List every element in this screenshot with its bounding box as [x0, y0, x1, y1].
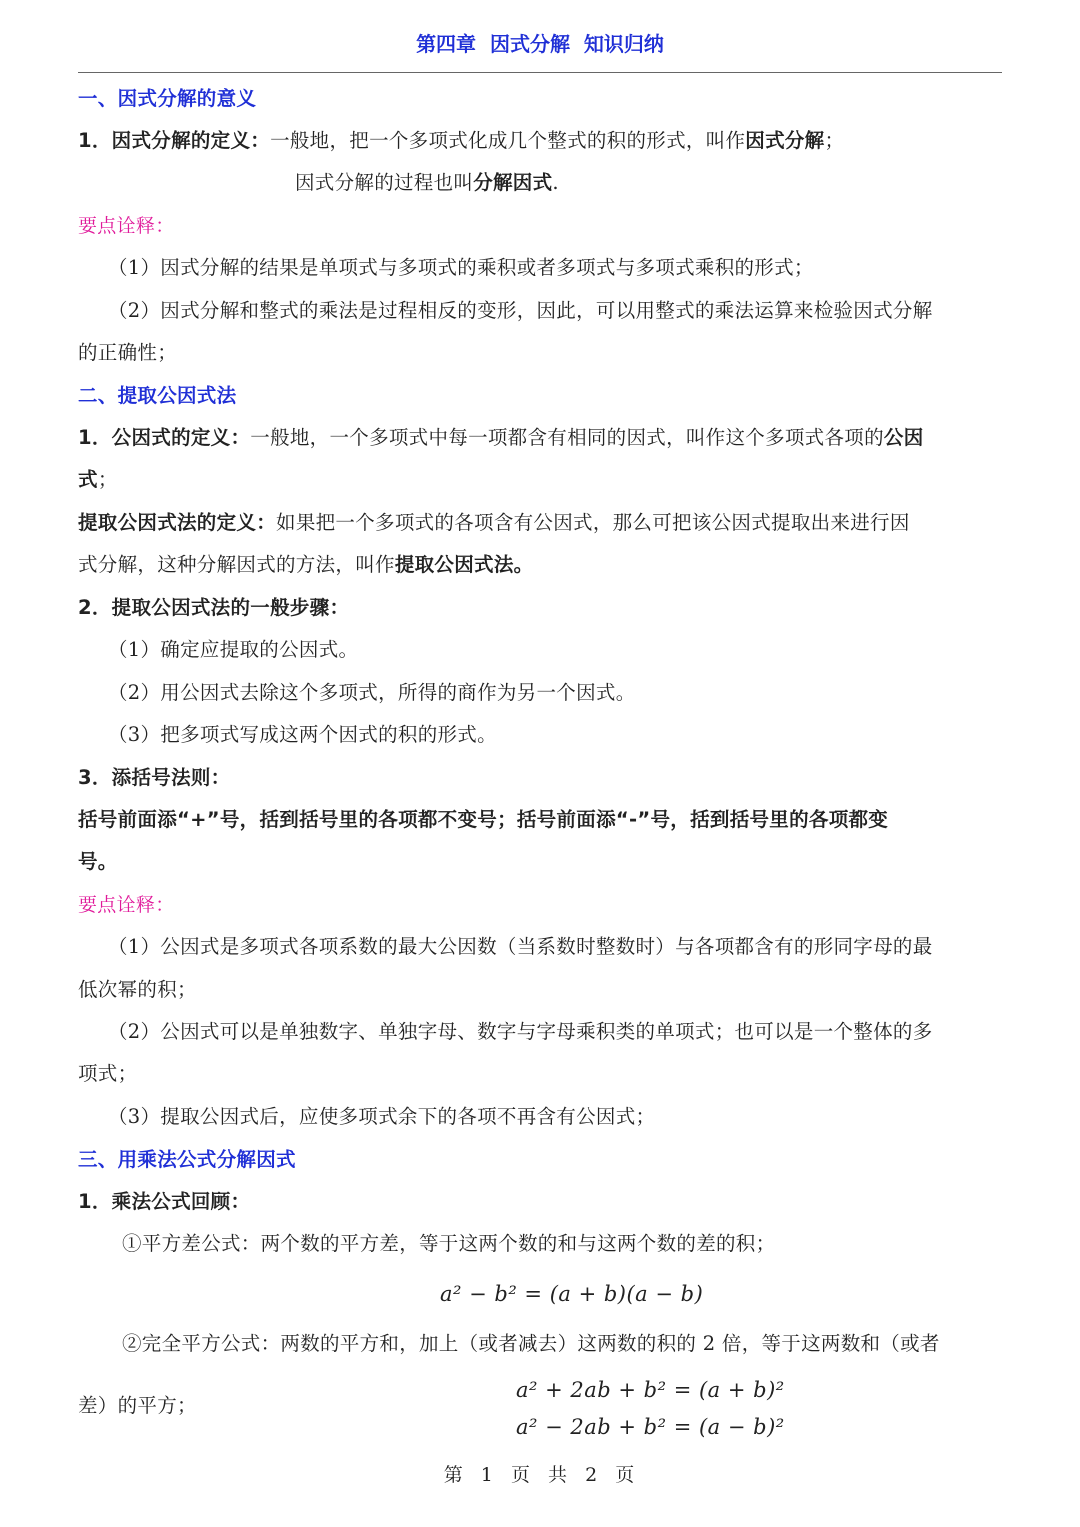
bracket-rule-text: 括号前面添“+”号，括到括号里的各项都不变号；括号前面添“-”号，括到括号里的各项都变 — [78, 808, 889, 831]
key-points-label: 要点诠释： — [78, 894, 175, 916]
definition-extraction-method-2 — [78, 551, 1002, 579]
perfect-square-text: ②完全平方公式：两数的平方和，加上（或者减去）这两数的积的 2 倍，等于这两数和（或者 — [122, 1332, 940, 1355]
difference-of-squares-formula: a² − b² = (a + b)(a − b) — [440, 1282, 704, 1306]
bracket-rule-heading: 3．添括号法则： — [78, 766, 231, 789]
definition-common-factor-2 — [78, 466, 1002, 494]
definition-end: . — [552, 171, 559, 194]
definition-end: ； — [97, 468, 118, 491]
perfect-square-formula-minus: a² − 2ab + b² = (a − b)² — [516, 1415, 785, 1439]
bracket-rule-text-continued: 号。 — [78, 850, 118, 873]
key-points-label: 要点诠释： — [78, 215, 175, 237]
key-point-text: （1）公因式是多项式各项系数的最大公因数（当系数时整数时）与各项都含有的形同字母的最 — [108, 935, 933, 958]
definition-term: 公因 — [883, 426, 924, 449]
page-title: 第四章 因式分解 知识归纳 — [416, 32, 664, 56]
key-point-text: （3）提取公因式后，应使多项式余下的各项不再含有公因式； — [108, 1105, 656, 1128]
definition-label: 1．公因式的定义： — [78, 426, 251, 449]
header-divider — [78, 72, 1002, 73]
definition-label: 提取公因式法的定义： — [78, 511, 277, 534]
definition-text: 一般地，一个多项式中每一项都含有相同的因式，叫作这个多项式各项的 — [250, 426, 884, 449]
key-point-text: （2）公因式可以是单独数字、单独字母、数字与字母乘积类的单项式；也可以是一个整体的多 — [108, 1020, 933, 1043]
key-point-text: （1）因式分解的结果是单项式与多项式的乘积或者多项式与多项式乘积的形式； — [108, 256, 814, 279]
definition-text: 一般地，把一个多项式化成几个整式的积的形式，叫作 — [270, 129, 746, 152]
key-point-text: （2）因式分解和整式的乘法是过程相反的变形，因此，可以用整式的乘法运算来检验因式分解 — [108, 299, 933, 322]
definition-term: 因式分解 — [745, 129, 825, 152]
definition-factorization — [78, 127, 1002, 155]
definition-term: 提取公因式法。 — [394, 553, 534, 576]
section-heading-1: 一、因式分解的意义 — [78, 87, 257, 110]
definition-term: 分解因式 — [473, 171, 553, 194]
difference-of-squares-text: ①平方差公式：两个数的平方差，等于这两个数的和与这两个数的差的积； — [122, 1232, 776, 1255]
definition-factorization-2 — [295, 169, 1002, 197]
definition-extraction-method — [78, 509, 1002, 537]
key-point-text-continued: 项式； — [78, 1062, 138, 1085]
step-item: （3）把多项式写成这两个因式的积的形式。 — [108, 723, 497, 746]
page-number: 第 1 页 共 2 页 — [443, 1464, 637, 1486]
perfect-square-text-continued: 差）的平方； — [78, 1394, 197, 1417]
definition-common-factor — [78, 424, 1002, 452]
section-heading-3: 三、用乘法公式分解因式 — [78, 1148, 296, 1171]
definition-label: 1．因式分解的定义： — [78, 129, 271, 152]
perfect-square-formula-plus: a² + 2ab + b² = (a + b)² — [516, 1378, 785, 1402]
formula-review-heading: 1．乘法公式回顾： — [78, 1190, 251, 1213]
key-point-text-continued: 低次幂的积； — [78, 978, 197, 1001]
step-item: （1）确定应提取的公因式。 — [108, 638, 359, 661]
definition-text: 如果把一个多项式的各项含有公因式，那么可把该公因式提取出来进行因 — [276, 511, 910, 534]
steps-heading: 2．提取公因式法的一般步骤： — [78, 596, 350, 619]
definition-end: ； — [824, 129, 845, 152]
step-item: （2）用公因式去除这个多项式，所得的商作为另一个因式。 — [108, 681, 636, 704]
definition-text: 因式分解的过程也叫 — [295, 171, 474, 194]
definition-text: 式分解，这种分解因式的方法，叫作 — [78, 553, 395, 576]
key-point-text-continued: 的正确性； — [78, 341, 178, 364]
section-heading-2: 二、提取公因式法 — [78, 384, 237, 407]
definition-term: 式 — [78, 468, 98, 491]
